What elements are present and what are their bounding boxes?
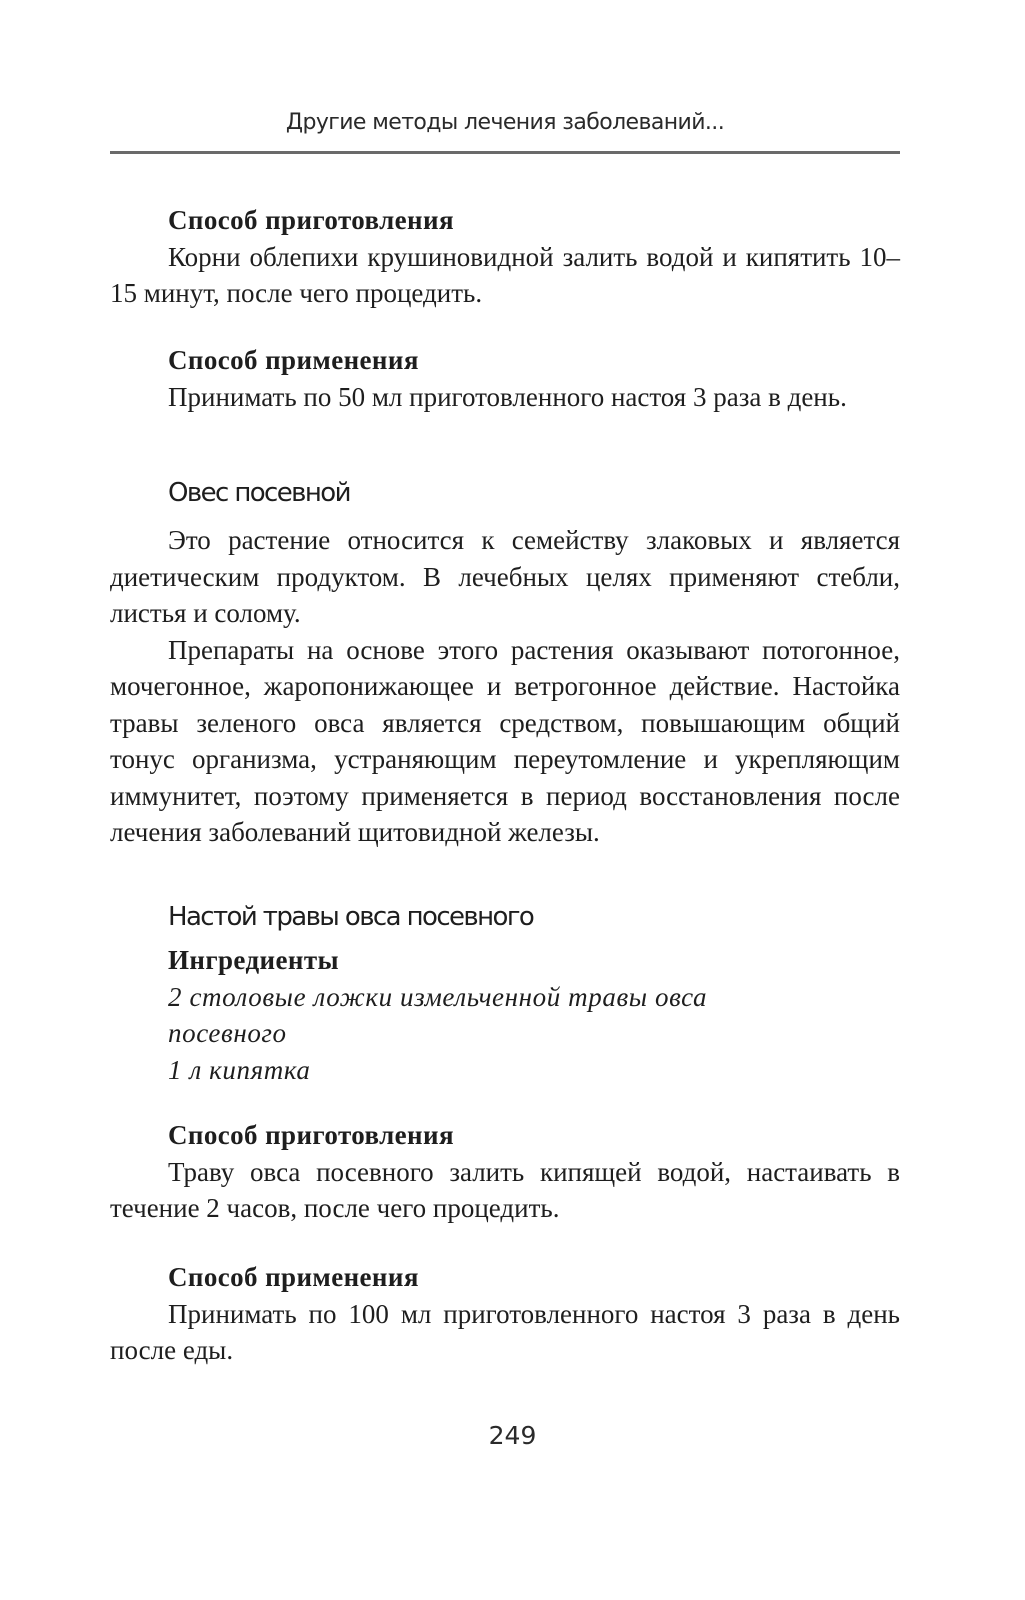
section-1-usage — [110, 342, 900, 415]
ingredient-item: 2 столовые ложки измельченной травы овса — [168, 981, 708, 1012]
recipe-preparation — [110, 1117, 900, 1227]
recipe-title: Настой травы овса посевного — [168, 902, 534, 932]
plant-paragraph-2: Препараты на основе этого растения оказывают потогонное, мочегонное, жаропонижающее и ветрогонное действие. Настойка травы зеленого овса является средством, повышающим общий тонус организма, устраняющим переутомление и укрепляющим иммунитет, поэтому применяется в период восстановления после лечения заболеваний щитовидной железы. — [110, 634, 900, 847]
ingredient-item-continued: посевного — [168, 1018, 287, 1048]
section-1-preparation — [110, 202, 900, 312]
preparation-heading: Способ приготовления — [168, 1120, 454, 1150]
usage-text: Принимать по 50 мл приготовленного настоя 3 раза в день. — [168, 381, 847, 412]
running-header: Другие методы лечения заболеваний... — [285, 110, 725, 135]
plant-paragraph-1: Это растение относится к семейству злаковых и является диетическим продуктом. В лечебных целях применяют стебли, листья и солому. — [110, 525, 900, 628]
usage-text: Принимать по 100 мл приготовленного настоя 3 раза в день после еды. — [110, 1298, 900, 1365]
ingredients-heading: Ингредиенты — [168, 945, 339, 975]
preparation-heading: Способ приготовления — [168, 205, 454, 235]
usage-heading: Способ применения — [168, 345, 419, 375]
recipe-usage — [110, 1259, 900, 1369]
usage-heading: Способ применения — [168, 1262, 419, 1292]
ingredient-item: 1 л кипятка — [168, 1054, 311, 1085]
preparation-text: Траву овса посевного залить кипящей водой, настаивать в течение 2 часов, после чего процедить. — [110, 1156, 900, 1223]
page-number: 249 — [488, 1421, 537, 1450]
plant-description — [110, 522, 900, 851]
preparation-text: Корни облепихи крушиновидной залить водой и кипятить 10–15 минут, после чего процедить. — [110, 241, 900, 308]
recipe-ingredients — [110, 942, 900, 1088]
header-divider — [110, 151, 900, 154]
plant-title: Овес посевной — [168, 478, 350, 508]
